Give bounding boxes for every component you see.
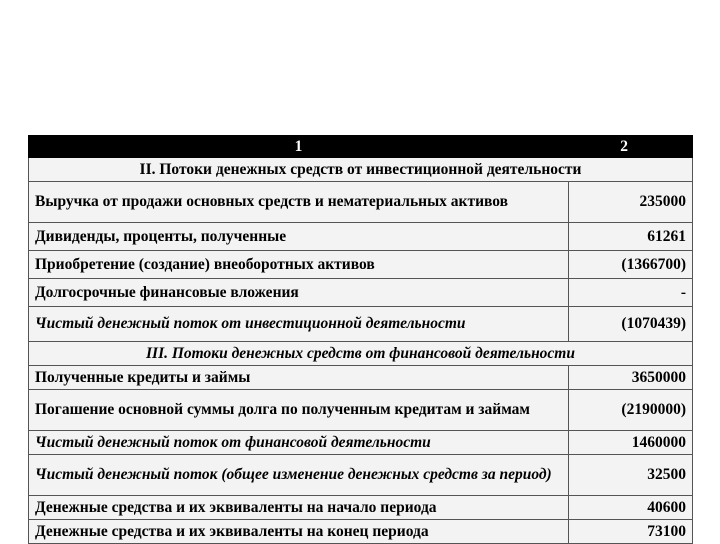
row-value: 73100 — [569, 520, 693, 544]
row-value: 1460000 — [569, 431, 693, 455]
row-value: 40600 — [569, 496, 693, 520]
table-row — [29, 390, 693, 431]
row-value: (1070439) — [569, 307, 693, 342]
table-row — [29, 182, 693, 223]
table-header-row — [29, 136, 693, 158]
cash-flow-table — [28, 135, 693, 544]
row-label: Чистый денежный поток от инвестиционной деятельности — [29, 307, 569, 342]
row-label: Погашение основной суммы долга по полученным кредитам и займам — [29, 390, 569, 431]
row-value: - — [569, 279, 693, 307]
row-value: (1366700) — [569, 251, 693, 279]
section-row-investing — [29, 158, 693, 182]
row-label: Полученные кредиты и займы — [29, 366, 569, 390]
row-label: Долгосрочные финансовые вложения — [29, 279, 569, 307]
row-label: Выручка от продажи основных средств и нематериальных активов — [29, 182, 569, 223]
table-row — [29, 431, 693, 455]
row-value: 61261 — [569, 223, 693, 251]
row-label: Денежные средства и их эквиваленты на начало периода — [29, 496, 569, 520]
header-col-2: 2 — [569, 136, 693, 158]
header-col-1: 1 — [29, 136, 569, 158]
row-label: Денежные средства и их эквиваленты на конец периода — [29, 520, 569, 544]
row-label: Чистый денежный поток от финансовой деятельности — [29, 431, 569, 455]
row-label: Дивиденды, проценты, полученные — [29, 223, 569, 251]
table-row — [29, 366, 693, 390]
table-row — [29, 223, 693, 251]
row-label: Приобретение (создание) внеоборотных активов — [29, 251, 569, 279]
row-value: 3650000 — [569, 366, 693, 390]
row-value: 235000 — [569, 182, 693, 223]
section-row-financing — [29, 342, 693, 366]
table-row — [29, 251, 693, 279]
row-label: Чистый денежный поток (общее изменение денежных средств за период) — [29, 455, 569, 496]
table-row — [29, 307, 693, 342]
cash-flow-table-container — [28, 135, 692, 544]
section-title-investing: II. Потоки денежных средств от инвестиционной деятельности — [29, 158, 693, 182]
section-title-financing: III. Потоки денежных средств от финансовой деятельности — [29, 342, 693, 366]
row-value: 32500 — [569, 455, 693, 496]
row-value: (2190000) — [569, 390, 693, 431]
table-row — [29, 496, 693, 520]
table-row — [29, 279, 693, 307]
table-row — [29, 455, 693, 496]
